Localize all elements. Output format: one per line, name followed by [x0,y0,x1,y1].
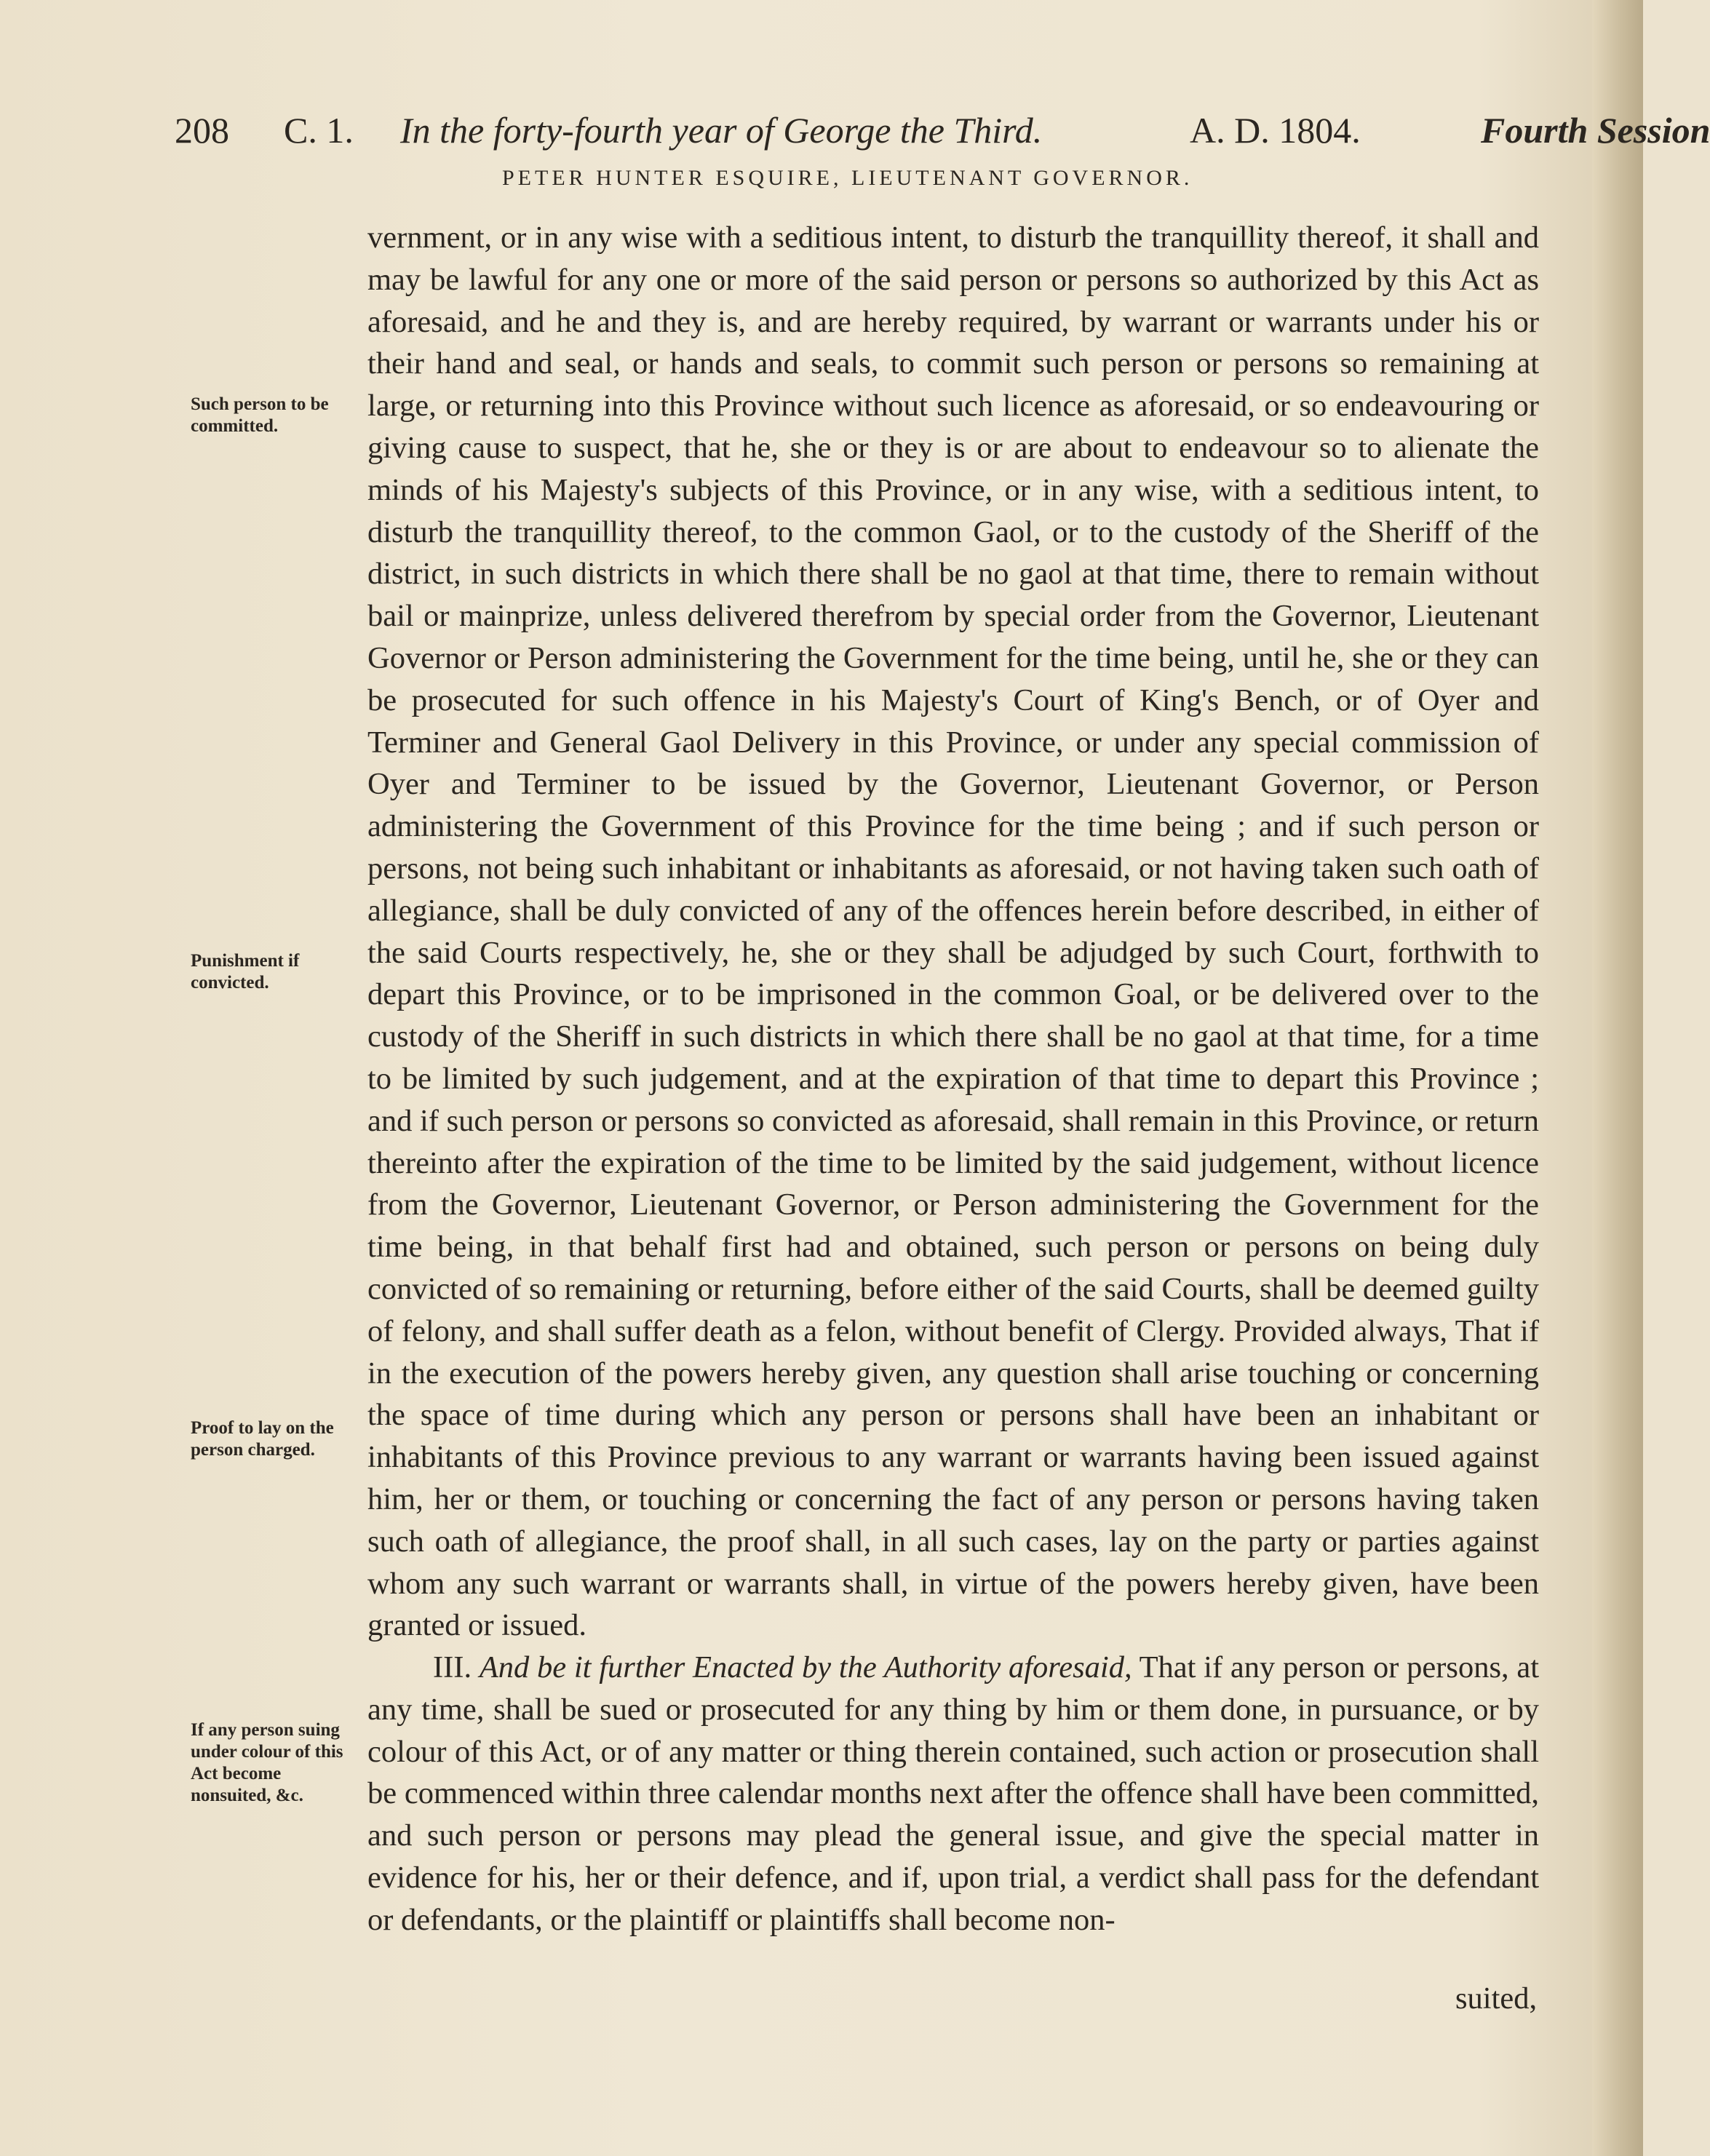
margin-note-punishment: Punishment if convicted. [191,951,300,993]
page-number: 208 [175,110,229,151]
margin-note-committed: Such person to be committed. [191,394,329,436]
running-header [175,109,1710,160]
catchword: suited, [1455,1981,1538,2016]
chapter-number: C. 1. [284,110,354,151]
statute-body [367,217,1539,1941]
section-text: That if any person or persons, at any time, shall be sued or prosecuted for any thing by him or them done, in pursuance, or by colour of this Act, or of any matter or thing therein contained, such action or prosecution shall be commenced within three calendar months next after the offence shall have been committed, and such person or persons may plead the general issue, and give the special matter in evidence for his, her or their defence, and if, upon trial, a verdict shall pass for the defendant or defendants, or the plaintiff or plaintiffs shall become non- [367,1650,1540,1937]
section-number: III. [433,1650,472,1685]
enacting-clause: And be it further Enacted by the Authority aforesaid, [479,1650,1132,1685]
paragraph-continued: vernment, or in any wise with a seditious intent, to disturb the tranquillity thereof, it shall and may be lawful for any one or more of the said person or persons so authorized by this Act as aforesaid, and he and they is, and are hereby required, by warrant or warrants under his or their hand and seal, or hands and seals, to commit such person or persons so remaining at large, or returning into this Province without such licence as aforesaid, or so endeavouring or giving cause to suspect, that he, she or they is or are about to endeavour so to alienate the minds of his Majesty's subjects of this Province, or in any wise, with a seditious intent, to disturb the tranquillity thereof, to the common Gaol, or to the custody of the Sheriff of the district, in such districts in which there shall be no gaol at that time, there to remain without bail or mainprize, unless delivered therefrom by special order from the Governor, Lieutenant Governor or Person administering the Government for the time being, until he, she or they can be prosecuted for such offence in his Majesty's Court of King's Bench, or of Oyer and Terminer and General Gaol Delivery in this Province, or under any special commission of Oyer and Terminer to be issued by the Governor, Lieutenant Governor, or Person administering the Government of this Province for the time being ; and if such person or persons, not being such inhabitant or inhabitants as aforesaid, or not having taken such oath of allegiance, shall be duly convicted of any of the offences herein before described, in either of the said Courts respectively, he, she or they shall be adjudged by such Court, forthwith to depart this Province, or to be imprisoned in the common Goal, or be delivered over to the custody of the Sheriff in such districts in which there shall be no gaol at that time, for a time to be limited by such judgement, and at the expiration of that time to depart this Province ; and if such person or persons so convicted as aforesaid, shall remain in this Province, or return thereinto after the expiration of the time to be limited by the said judgement, without licence from the Governor, Lieutenant Governor, or Person administering the Government for the time being, in that behalf first had and obtained, such person or persons on being duly convicted of so remaining or returning, before either of the said Courts, shall be deemed guilty of felony, and shall suffer death as a felon, without benefit of Clergy. Provided always, That if in the execution of the powers hereby given, any question shall arise touching or concerning the space of time during which any person or persons shall have been an inhabitant or inhabitants of this Province previous to any warrant or warrants having been issued against him, her or them, or touching or concerning the fact of any person or persons having taken such oath of allegiance, the proof shall, in all such cases, lay on the party or parties against whom any such warrant or warrants shall, in virtue of the powers hereby given, have been granted or issued. [367,220,1539,1643]
book-binding-edge [1592,0,1643,2156]
margin-note-proof: Proof to lay on the person charged. [191,1418,334,1460]
paragraph-three [367,1647,1539,1941]
regnal-year: In the forty-fourth year of George the Third. [400,110,1043,151]
session-label: Fourth Session [1481,110,1710,151]
governor-subheader: PETER HUNTER ESQUIRE, LIEUTENANT GOVERNOR. [502,166,1193,190]
margin-note-nonsuited: If any person suing under colour of this Act become nonsuited, &c. [191,1720,343,1805]
anno-domini: A. D. 1804. [1190,110,1361,151]
